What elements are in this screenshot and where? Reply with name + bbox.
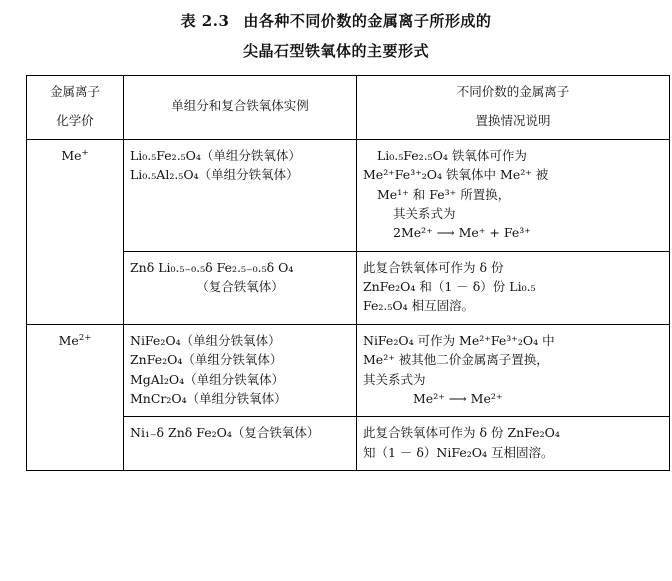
header-cell-examples xyxy=(124,76,357,140)
valence-superscript: 2+ xyxy=(78,332,92,343)
valence-symbol: Me xyxy=(61,147,82,163)
table-title xyxy=(0,10,672,61)
valence-cell-me2 xyxy=(27,324,124,470)
example-item: Li₀.₅Al₂.₅O₄（单组分铁氧体） xyxy=(130,167,299,183)
table-row xyxy=(27,251,670,324)
notes-cell-2 xyxy=(357,251,670,324)
note-line: 此复合铁氧体可作为 δ 份 ZnFe₂O₄ xyxy=(363,425,560,441)
table-row xyxy=(27,417,670,471)
note-line: Me¹⁺ 和 Fe³⁺ 所置换， xyxy=(377,186,511,202)
examples-cell-1 xyxy=(124,139,357,251)
example-item: MnCr₂O₄（单组分铁氧体） xyxy=(130,390,287,406)
ferrite-forms-table xyxy=(26,75,670,471)
example-item: （复合铁氧体） xyxy=(196,279,284,294)
examples-cell-2 xyxy=(124,251,357,324)
title-line-2: 尖晶石型铁氧体的主要形式 xyxy=(242,42,429,60)
note-line: 此复合铁氧体可作为 δ 份 xyxy=(363,259,504,275)
note-line: Li₀.₅Fe₂.₅O₄ 铁氧体可作为 xyxy=(377,147,527,163)
note-line: Fe₂.₅O₄ 相互固溶。 xyxy=(363,298,475,314)
note-line: 知（1 － δ）NiFe₂O₄ 互相固溶。 xyxy=(363,444,554,460)
notes-cell-3 xyxy=(357,324,670,417)
table-number: 表 2.3 xyxy=(180,12,230,30)
note-line: Me²⁺Fe³⁺₂O₄ 铁氧体中 Me²⁺ 被 xyxy=(363,167,549,183)
valence-superscript: + xyxy=(81,147,89,158)
table-row xyxy=(27,324,670,417)
valence-symbol: Me xyxy=(58,332,79,348)
title-line-1 xyxy=(0,10,672,31)
note-line: 其关系式为 xyxy=(363,371,426,387)
header-valence-line-1: 金属离子 xyxy=(49,84,100,99)
document-page xyxy=(0,10,672,581)
header-valence-line-2: 化学价 xyxy=(56,113,94,129)
example-item: NiFe₂O₄（单组分铁氧体） xyxy=(130,332,281,348)
note-line: Me²⁺ 被其他二价金属离子置换， xyxy=(363,352,549,368)
example-item: MgAl₂O₄（单组分铁氧体） xyxy=(130,371,285,387)
title-text-1: 由各种不同价数的金属离子所形成的 xyxy=(243,12,492,30)
example-item: Li₀.₅Fe₂.₅O₄（单组分铁氧体） xyxy=(130,147,301,163)
header-cell-valence xyxy=(27,76,124,140)
header-notes-line-2: 置换情况说明 xyxy=(475,113,551,129)
table-header-row xyxy=(27,76,670,140)
note-line: Me²⁺ ⟶ Me²⁺ xyxy=(413,390,503,406)
valence-cell-me1 xyxy=(27,139,124,324)
note-line: 2Me²⁺ ⟶ Me⁺ + Fe³⁺ xyxy=(393,225,531,241)
note-line: NiFe₂O₄ 可作为 Me²⁺Fe³⁺₂O₄ 中 xyxy=(363,332,555,348)
table-row xyxy=(27,139,670,251)
note-line: ZnFe₂O₄ 和（1 － δ）份 Li₀.₅ xyxy=(363,279,536,294)
header-cell-notes xyxy=(357,76,670,140)
example-item: Znδ Li₀.₅₋₀.₅δ Fe₂.₅₋₀.₅δ O₄ xyxy=(130,259,294,275)
header-examples-text: 单组分和复合铁氧体实例 xyxy=(171,98,309,113)
notes-cell-4 xyxy=(357,417,670,471)
example-item: ZnFe₂O₄（单组分铁氧体） xyxy=(130,352,283,368)
note-line: 其关系式为 xyxy=(393,205,456,221)
notes-cell-1 xyxy=(357,139,670,251)
header-notes-line-1: 不同价数的金属离子 xyxy=(456,84,570,99)
example-item: Ni₁₋δ Znδ Fe₂O₄（复合铁氧体） xyxy=(130,425,320,441)
examples-cell-3 xyxy=(124,324,357,417)
examples-cell-4 xyxy=(124,417,357,471)
